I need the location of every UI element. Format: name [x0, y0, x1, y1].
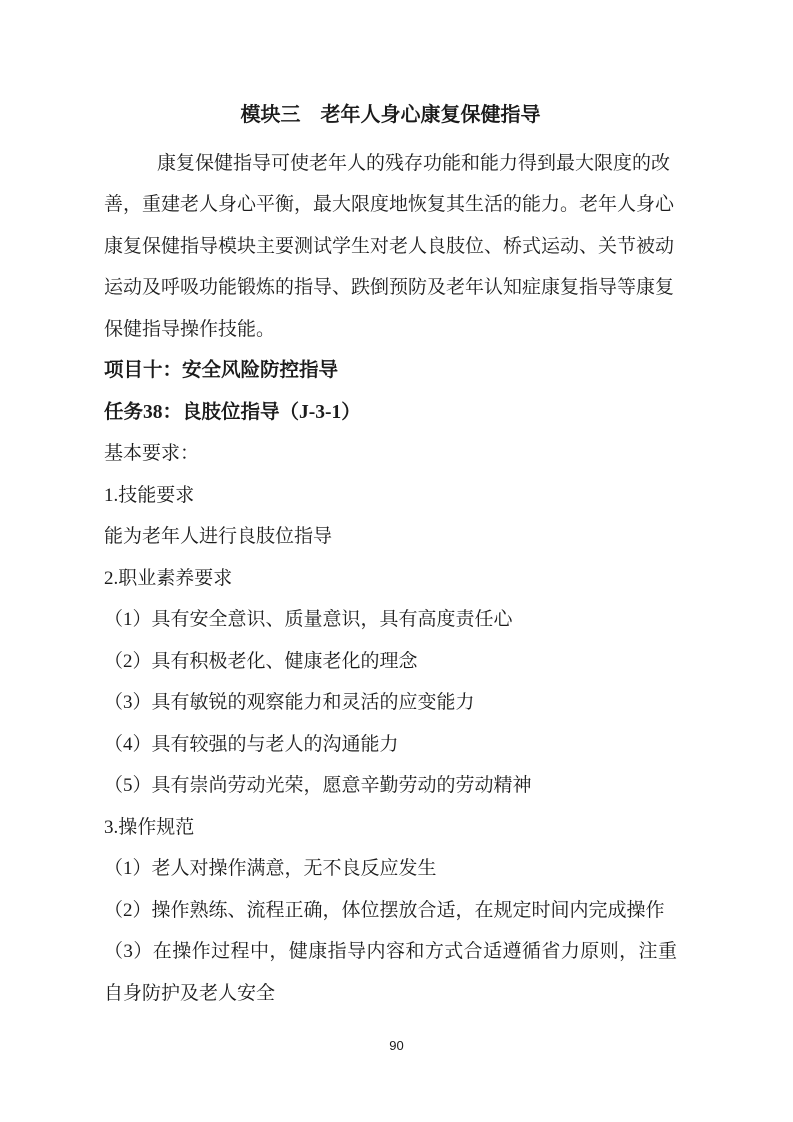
body-line-quality-item: （4）具有较强的与老人的沟通能力 [104, 733, 399, 755]
body-line-operation-item: （1）老人对操作满意，无不良反应发生 [104, 858, 437, 879]
intro-paragraph-line: 善，重建老人身心平衡，最大限度地恢复其生活的能力。老年人身心 [104, 194, 675, 215]
body-line-operation-heading: 3.操作规范 [104, 816, 195, 838]
body-line-basic-requirements: 基本要求： [104, 443, 200, 464]
module-title: 模块三 老年人身心康复保健指导 [240, 104, 541, 126]
body-line-quality-item: （1）具有安全意识、质量意识，具有高度责任心 [104, 609, 513, 630]
body-line-quality-item: （5）具有崇尚劳动光荣，愿意辛勤劳动的劳动精神 [104, 775, 532, 796]
project-heading: 项目十：安全风险防控指导 [104, 360, 339, 381]
intro-paragraph-line: 保健指导操作技能。 [104, 318, 276, 340]
task-heading: 任务38：良肢位指导（J-3-1） [104, 401, 361, 423]
intro-paragraph-line: 康复保健指导可使老年人的残存功能和能力得到最大限度的改 [157, 152, 671, 174]
body-line-operation-item: （2）操作熟练、流程正确，体位摆放合适，在规定时间内完成操作 [104, 899, 665, 921]
body-line-skill-heading: 1.技能要求 [104, 484, 195, 506]
text-column [104, 95, 677, 1014]
body-line-quality-item: （2）具有积极老化、健康老化的理念 [104, 650, 418, 672]
body-line-operation-item: （3）在操作过程中，健康指导内容和方式合适遵循省力原则，注重自身防护及老人安全 [104, 941, 677, 1004]
body-line-quality-item: （3）具有敏锐的观察能力和灵活的应变能力 [104, 692, 475, 713]
intro-paragraph-line: 康复保健指导模块主要测试学生对老人良肢位、桥式运动、关节被动 [104, 235, 675, 257]
body-line-quality-heading: 2.职业素养要求 [104, 567, 233, 589]
body-line-skill-text: 能为老年人进行良肢位指导 [104, 526, 333, 547]
page-number: 90 [389, 1038, 404, 1053]
intro-paragraph-line: 运动及呼吸功能锻炼的指导、跌倒预防及老年认知症康复指导等康复 [104, 277, 675, 298]
